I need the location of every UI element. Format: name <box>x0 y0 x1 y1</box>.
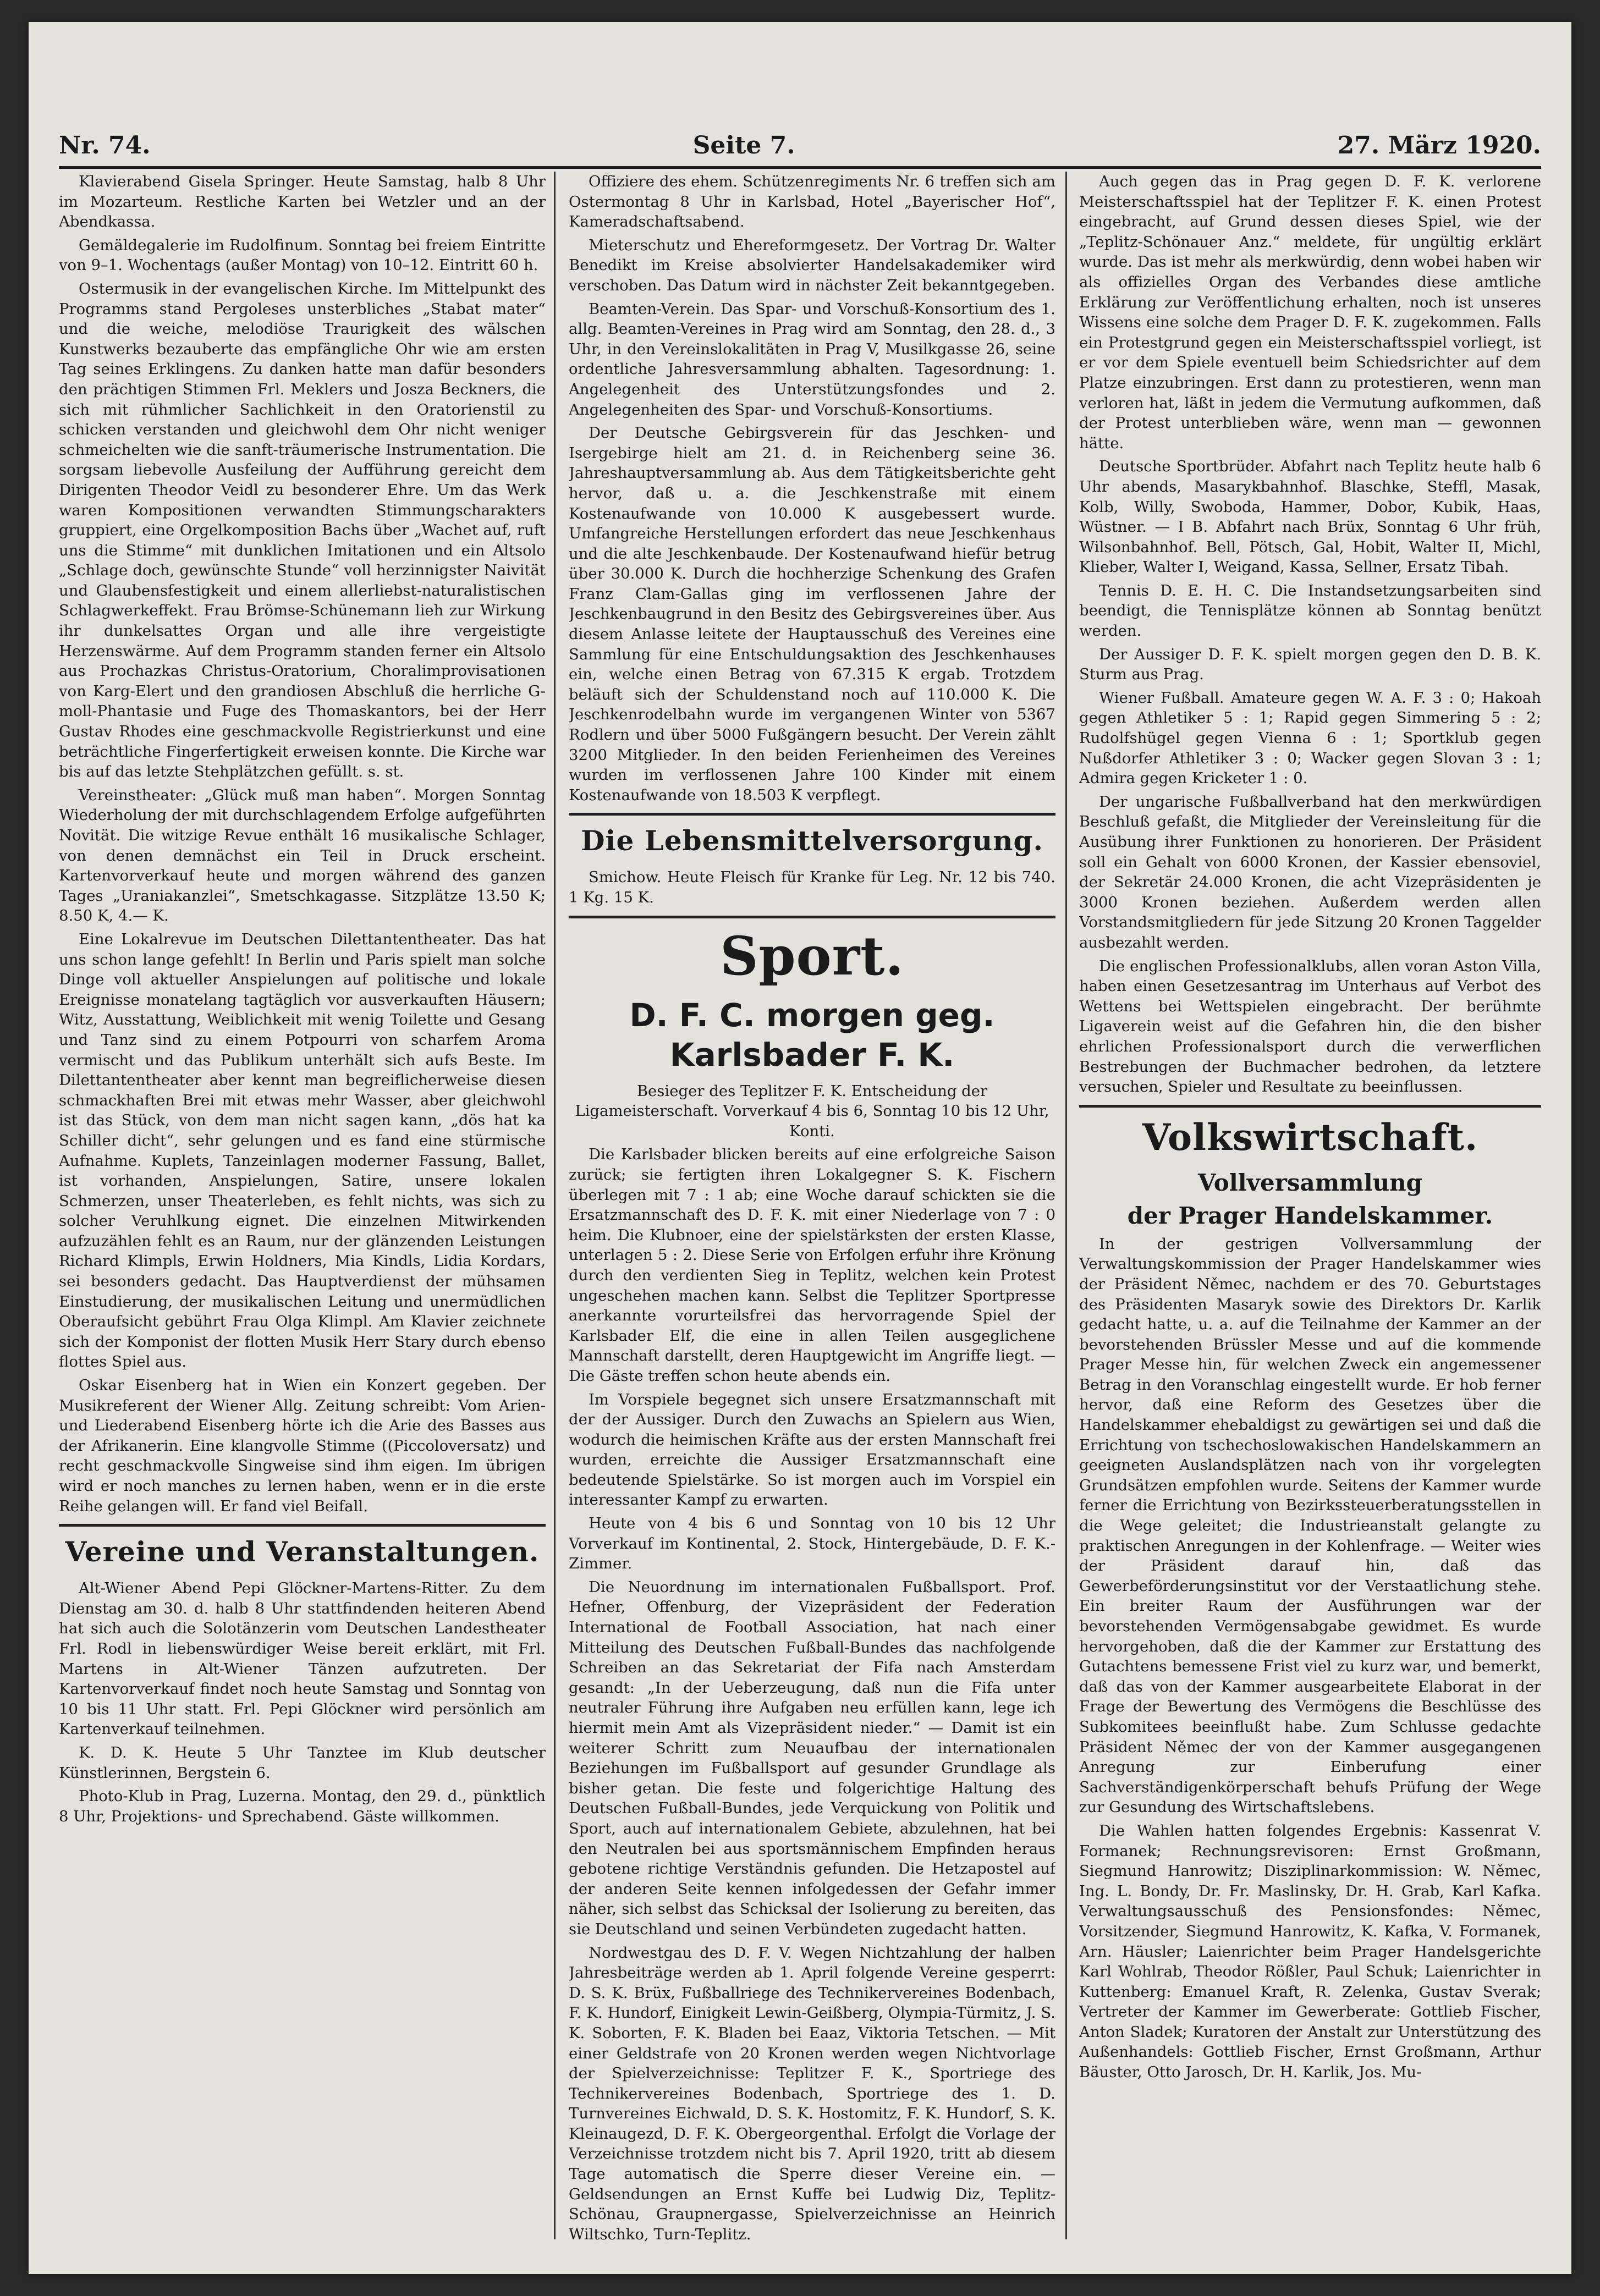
section-title-vereine: Vereine und Veranstaltungen. <box>65 1535 540 1568</box>
column-3 <box>1079 172 1541 2250</box>
article-subtitle: Vollversammlung <box>1197 1169 1423 1196</box>
article-paragraph: K. D. K. Heute 5 Uhr Tanztee im Klub deutscher Künstlerinnen, Bergstein 6. <box>59 1743 546 1782</box>
article-paragraph: In der gestrigen Vollversammlung der Verwaltungskommission der Prager Handelskammer wies der Präsident Němec, nachdem er des 70. Geburtstages des Präsidenten Masaryk sowie des Direktors Dr. Karlik gedacht hatte, u. a. auf die Teilnahme der Kammer an der bevorstehenden Brüssler Messe und auf die kommende Prager Messe hin, für welchen Zweck ein angemessener Betrag in den Voranschlag eingestellt wurde. Er hob ferner hervor, daß eine Reform des Gesetzes über die Handelskammer ehebaldigst zu gewärtigen sei und daß die Errichtung von tschechoslowakischen Handelskammern an geeigneten Auslandsplätzen nach von ihr vorgelegten Grundsätzen empfohlen wurde. Seitens der Kammer wurde ferner die Errichtung von Bezirkssteuerberatungsstellen in die Wege geleitet; die Industrieanstalt gelangte zu praktischen Anregungen in der Kohlenfrage. — Weiter wies der Präsident darauf hin, daß das Gewerbeförderungsinstitut vor der Verstaatlichung stehe. Ein breiter Raum der Ausführungen war der bevorstehenden Vermögensabgabe gewidmet. Es wurde hervorgehoben, daß die der Kammer zur Erstattung des Gutachtens bemessene Frist viel zu kurz war, und bemerkt, daß das von der Kammer ausgearbeitete Elaborat in der Frage der Bewertung des Vermögens die Beschlüsse des Subkomitees beeinflußt habe. Zum Schlusse gedachte Präsident Němec der von der Kammer ausgegangenen Anregung zur Einberufung einer Sachverständigenkörperschaft behufs Prüfung der Wege zur Gesundung des Wirtschaftslebens. <box>1079 1235 1541 1816</box>
article-paragraph: Deutsche Sportbrüder. Abfahrt nach Teplitz heute halb 6 Uhr abends, Masarykbahnhof. Blaschke, Steffl, Masak, Kolb, Willy, Swoboda, Hammer, Dobor, Kubik, Haas, Wüstner. — I B. Abfahrt nach Brüx, Sonntag 6 Uhr früh, Wilsonbahnhof. Bell, Pötsch, Gal, Hobit, Walter II, Michl, Klieber, Walter I, Weigand, Kassa, Sellner, Ersatz Tibah. <box>1079 458 1541 576</box>
section-title-lebensmittel: Die Lebensmittelversorgung. <box>581 824 1043 857</box>
article-paragraph: Im Vorspiele begegnet sich unsere Ersatzmannschaft mit der der Aussiger. Durch den Zuwachs an Spielern aus Wien, wodurch die heimischen Kräfte aus der ersten Mannschaft frei wurden, erreichte die Aussiger Ersatzmannschaft eine bedeutende Spielstärke. So ist morgen auch im Vorspiel ein interessanter Kampf zu erwarten. <box>569 1390 1055 1509</box>
page-header <box>59 104 1541 169</box>
sport-headline: D. F. C. morgen geg. Karlsbader F. K. <box>629 996 995 1073</box>
article-paragraph: Tennis D. E. H. C. Die Instandsetzungsarbeiten sind beendigt, die Tennisplätze können ab Sonntag benützt werden. <box>1079 581 1541 640</box>
column-2 <box>569 172 1055 2250</box>
article-paragraph: Der ungarische Fußballverband hat den merkwürdigen Beschluß gefaßt, die Mitglieder der Vereinsleitung für die Ausübung ihrer Funktionen zu honorieren. Der Präsident soll ein Gehalt von 6000 Kronen, der Kassier ebensoviel, der Sekretär 24.000 Kronen, die acht Vizepräsidenten je 3000 Kronen beziehen. Außerdem werden allen Vorstandsmitgliedern für jede Sitzung 20 Kronen Taggelder ausbezahlt werden. <box>1079 792 1541 951</box>
article-paragraph: Die Wahlen hatten folgendes Ergebnis: Kassenrat V. Formanek; Rechnungsrevisoren: Ernst Großmann, Siegmund Hanrowitz; Disziplinarkommission: W. Němec, Ing. L. Bondy, Dr. Fr. Maslinsky, Dr. H. Grab, Karl Kafka. Verwaltungsausschuß des Pensionsfondes: Němec, Vorsitzender, Siegmund Hanrowitz, K. Kafka, V. Formanek, Arn. Häusler; Laienrichter beim Prager Handelsgerichte Karl Wohlrab, Theodor Rößler, Paul Schuk; Laienrichter in Kuttenberg: Emanuel Kraft, R. Zelenka, Gustav Sverak; Vertreter der Kammer im Gewerberate: Gottlieb Fischer, Anton Sladek; Kuratoren der Anstalt zur Unterstützung des Außenhandels: Gottlieb Fischer, Ernst Großmann, Arthur Bäuster, Otto Jarosch, Dr. H. Karlik, Jos. Mu- <box>1079 1821 1541 2082</box>
article-paragraph: Auch gegen das in Prag gegen D. F. K. verlorene Meisterschaftsspiel hat der Teplitzer F. K. einen Protest eingebracht, auf Grund dessen dieses Spiel, wie der „Teplitz-Schönauer Anz.“ meldete, für ungültig erklärt wurde. Das ist mehr als merkwürdig, denn wobei haben wir als offizielles Organ des Verbandes diese amtliche Erklärung zur Veröffentlichung erhalten, noch ist unseres Wissens eine solche dem Prager D. F. K. zugekommen. Falls ein Protestgrund gegen ein Meisterschaftsspiel vorliegt, ist er vor dem Spiele eventuell beim Schiedsrichter auf dem Platze einzubringen. Erst dann zu protestieren, wenn man verloren hat, läßt in jedem die Vermutung aufkommen, daß der Protest unterblieben wäre, wenn man — gewonnen hätte. <box>1079 173 1541 452</box>
section-rule <box>569 813 1055 816</box>
section-rule <box>1079 1105 1541 1108</box>
article-paragraph: Der Aussiger D. F. K. spielt morgen gegen den D. B. K. Sturm aus Prag. <box>1079 645 1541 684</box>
article-paragraph: Die Karlsbader blicken bereits auf eine erfolgreiche Saison zurück; sie fertigten ihren Lokalgegner S. K. Fischern überlegen mit 7 : 1 ab; eine Woche darauf schickten sie die Ersatzmannschaft des D. F. K. mit einer Niederlage von 7 : 0 heim. Die Klubnoer, eine der spielstärksten der ersten Klasse, unterlagen 5 : 2. Diese Serie von Erfolgen erfuhr ihre Krönung durch den verdienten Sieg in Teplitz, welchen kein Protest ungeschehen machen kann. Selbst die Teplitzer Sportpresse anerkannte vorurteilsfrei das hervorragende Spiel der Karlsbader Elf, die eine in allen Teilen ausgeglichene Mannschaft darstellt, deren Hauptgewicht im Angriffe liegt. — Die Gäste treffen schon heute abends ein. <box>569 1146 1055 1385</box>
section-title-volkswirtschaft: Volkswirtschaft. <box>1142 1115 1478 1159</box>
column-rule-2 <box>1065 172 1067 2239</box>
column-rule-1 <box>554 172 556 2239</box>
article-paragraph: Nordwestgau des D. F. V. Wegen Nichtzahlung der halben Jahresbeiträge werden ab 1. April folgende Vereine gesperrt: D. S. K. Brüx, Fußballriege des Technikervereines Bodenbach, F. K. Hundorf, Einigkeit Lewin-Geißberg, Olympia-Türmitz, J. S. K. Soborten, F. K. Bladen bei Eaaz, Viktoria Tetschen. — Mit einer Geldstrafe von 20 Kronen werden wegen Nichtvorlage der Spielverzeichnisse: Teplitzer F. K., Sportriege des Technikervereines Bodenbach, Sportriege des 1. D. Turnvereines Eichwald, D. S. K. Hostomitz, F. K. Hundorf, S. K. Kleinaugezd, D. F. K. Obergeorgenthal. Erfolgt die Vorlage der Verzeichnisse trotzdem nicht bis 7. April 1920, tritt ab diesem Tage automatisch die Sperre dieser Vereine ein. — Geldsendungen an Ernst Kuffe bei Ludwig Diz, Teplitz-Schönau, Graupnergasse, Spielverzeichnisse an Heinrich Wiltschko, Turn-Teplitz. <box>569 1943 1055 2243</box>
article-paragraph: Ostermusik in der evangelischen Kirche. Im Mittelpunkt des Programms stand Pergoleses unsterbliches „Stabat mater“ und die weiche, melodiöse Traurigkeit des wälschen Kunstwerks bezauberte das empfängliche Ohr wie am ersten Tag seines Erklingens. Zu danken hatte man dafür besonders den prächtigen Stimmen Frl. Meklers und Josza Beckners, die sich mit rühmlicher Sachlichkeit in den Oratorienstil zu schicken verstanden und gleichwohl dem Ohr nicht weniger schmeichelten wie die sanft-träumerische Instrumentation. Die sorgsam liebevolle Ausfeilung der Aufführung gereicht dem Dirigenten Theodor Veidl zu besonderer Ehre. Um das Werk waren Kompositionen verwandten Stimmungscharakters gruppiert, eine Orgelkomposition Bachs über „Wachet auf, ruft uns die Stimme“ mit dunklichen Imitationen und ein Altsolo „Schlage doch, gewünschte Stunde“ voll herzinnigster Naivität und Glaubensfestigkeit und einem allerliebst-naturalistischen Schlagwerkeffekt. Frau Brömse-Schünemann lieh zur Wirkung ihr dunkelsattes Organ und alle ihre vergeistigte Herzenswärme. Auf dem Programm standen ferner ein Altsolo aus Prochazkas Christus-Oratorium, Choralimprovisationen von Karg-Elert und den grandiosen Abschluß die herrliche G-moll-Phantasie und Fuge des Thomaskantors, bei der Herr Gustav Rhodes eine geschmackvolle Registrierkunst und eine beträchtliche Fingerfertigkeit erweisen konnte. Die Kirche war bis auf das letzte Stehplätzchen gefüllt. s. st. <box>59 279 546 781</box>
article-paragraph: Die Neuordnung im internationalen Fußballsport. Prof. Hefner, Offenburg, der Vizepräsident der Federation International de Football Association, hat nach einer Mitteilung des Deutschen Fußball-Bundes das nachfolgende Schreiben an das Sekretariat der Fifa nach Amsterdam gesandt: „In der Ueberzeugung, daß nun die Fifa unter neutraler Führung ihre Aufgaben neu erfüllen kann, lege ich hiermit mein Amt als Vizepräsident nieder.“ — Damit ist ein weiterer Schritt zum Neuaufbau der internationalen Beziehungen im Fußballsport auf gesunder Grundlage als bisher getan. Die feste und folgerichtige Haltung des Deutschen Fußball-Bundes, jede Verquickung von Politik und Sport, auch auf internationalem Gebiete, abzulehnen, hat bei den Neutralen bei aus sportsmännischem Empfinden heraus gebotene richtige Verständnis gefunden. Die Hetzapostel auf der anderen Seite kennen infolgedessen der Gefahr immer näher, sich selbst das Schicksal der Isolierung zu bereiten, das sie Deutschland und seinen Verbündeten zugedacht hatten. <box>569 1578 1055 1938</box>
sport-subhead: Besieger des Teplitzer F. K. Entscheidung der Ligameisterschaft. Vorverkauf 4 bis 6, Sonntag 10 bis 12 Uhr, Konti. <box>575 1082 1049 1140</box>
article-paragraph: Klavierabend Gisela Springer. Heute Samstag, halb 8 Uhr im Mozarteum. Restliche Karten bei Wetzler und an der Abendkassa. <box>59 173 546 231</box>
article-paragraph: Photo-Klub in Prag, Luzerna. Montag, den 29. d., pünktlich 8 Uhr, Projektions- und Sprechabend. Gäste willkommen. <box>59 1787 546 1825</box>
article-paragraph: Oskar Eisenberg hat in Wien ein Konzert gegeben. Der Musikreferent der Wiener Allg. Zeitung schreibt: Vom Arien- und Liederabend Eisenberg hörte ich die Arie des Basses aus der Afrikanerin. Eine klangvolle Stimme ((Piccoloversatz) und recht geschmackvolle Singweise sind ihm eigen. Im übrigen wird er noch manches zu lernen haben, wenn er in die erste Reihe gelangen will. Er fand viel Beifall. <box>59 1377 546 1515</box>
article-paragraph: Eine Lokalrevue im Deutschen Dilettantentheater. Das hat uns schon lange gefehlt! In Berlin und Paris spielt man solche Dinge voll aktueller Anspielungen auf politische und lokale Ereignisse monatelang tagtäglich vor ausverkauften Häusern; Witz, Ausstattung, Weiblichkeit mit wenig Toilette und Gesang und Tanz sind zu einem Potpourri von scharfem Aroma vermischt und das Publikum unterhält sich aufs Beste. Im Dilettantentheater aber kennt man begreiflicherweise diesen schmackhaften Brei mit etwas mehr Wasser, aber gleichwohl ist das Stück, von dem man nicht sagen kann, „dös hat ka Schiller dicht“, sehr gelungen und es fand eine stürmische Aufnahme. Kuplets, Tanzeinlagen moderner Fassung, Ballet, ist vorhanden, Anspielungen, Satire, unsere lokalen Schmerzen, unser Theaterleben, es fehlt nichts, was sich zu solcher Veruhlkung eignet. Die einzelnen Mitwirkenden aufzuzählen fehlt es an Raum, nur der glänzenden Leistungen Richard Klimpls, Erwin Holdners, Mia Kindls, Lidia Kordars, sei besonders gedacht. Das Hauptverdienst der mühsamen Einstudierung, der musikalischen Leitung und unermüdlichen Oberaufsicht gebührt Frau Olga Klimpl. Am Klavier zeichnete sich der Komponist der flotten Musik Herr Stary durch ebenso flottes Spiel aus. <box>59 930 546 1371</box>
article-paragraph: Wiener Fußball. Amateure gegen W. A. F. 3 : 0; Hakoah gegen Athletiker 5 : 1; Rapid gegen Simmering 5 : 2; Rudolfshügel gegen Vienna 6 : 1; Sportklub gegen Nußdorfer Athletiker 3 : 0; Wacker gegen Slovan 3 : 1; Admira gegen Kricketer 1 : 0. <box>1079 689 1541 788</box>
article-subtitle: der Prager Handelskammer. <box>1127 1202 1493 1229</box>
article-paragraph: Vereinstheater: „Glück muß man haben“. Morgen Sonntag Wiederholung der mit durchschlagendem Erfolge aufgeführten Novität. Die witzige Revue enthält 16 musikalische Schlager, von denen demnächst ein Teil in Druck erscheint. Kartenvorverkauf heute und morgen während des ganzen Tages „Uraniakanzlei“, Smetschkagasse. Sitzplätze 13.50 K; 8.50 K, 4.— K. <box>59 786 546 925</box>
article-paragraph: Heute von 4 bis 6 und Sonntag von 10 bis 12 Uhr Vorverkauf im Kontinental, 2. Stock, Hintergebäude, D. F. K.-Zimmer. <box>569 1515 1055 1573</box>
issue-date: 27. März 1920. <box>1337 131 1541 159</box>
article-paragraph: Mieterschutz und Ehereformgesetz. Der Vortrag Dr. Walter Benedikt im Kreise absolvierter Handelsakademiker wird verschoben. Das Datum wird in nächster Zeit bekanntgegeben. <box>569 236 1055 294</box>
article-paragraph: Offiziere des ehem. Schützenregiments Nr. 6 treffen sich am Ostermontag 8 Uhr in Karlsbad, Hotel „Bayerischer Hof“, Kameradschaftsabend. <box>569 173 1055 231</box>
article-paragraph: Der Deutsche Gebirgsverein für das Jeschken- und Isergebirge hielt am 21. d. in Reichenberg seine 36. Jahreshauptversammlung ab. Aus dem Tätigkeitsberichte geht hervor, daß u. a. die Jeschkenstraße mit einem Kostenaufwande von 10.000 K ausgebessert wurde. Umfangreiche Herstellungen erfordert das neue Jeschkenhaus und die alte Jeschkenbaude. Der Kostenaufwand hiefür betrug über 30.000 K. Durch die hochherzige Schenkung des Grafen Franz Clam-Gallas ging im verflossenen Jahre der Jeschkenbaugrund in den Besitz des Gebirgsvereines über. Aus diesem Anlasse leitete der Hauptausschuß des Vereines eine Sammlung für eine Entschuldungsaktion des Jeschkenhauses ein, welche einen Betrag von 67.315 K ergab. Trotzdem beläuft sich der Schuldenstand noch auf 110.000 K. Die Jeschkenrodelbahn wurde im vergangenen Winter von 5367 Rodlern und über 5000 Fußgängern besucht. Der Verein zählt 3200 Mitglieder. In den beiden Ferienheimen des Vereines wurden im verflossenen Jahre 100 Kinder mit einem Kostenaufwande von 18.503 K verpflegt. <box>569 424 1055 804</box>
article-paragraph: Beamten-Verein. Das Spar- und Vorschuß-Konsortium des 1. allg. Beamten-Vereines in Prag wird am Sonntag, den 28. d., 3 Uhr, in den Vereinslokalitäten in Prag V, Musilkgasse 26, seine ordentliche Jahresversammlung abhalten. Tagesordnung: 1. Angelegenheit des Unterstützungsfondes und 2. Angelegenheiten des Spar- und Vorschuß-Konsortiums. <box>569 300 1055 419</box>
issue-number: Nr. 74. <box>59 131 151 159</box>
article-paragraph: Gemäldegalerie im Rudolfinum. Sonntag bei freiem Eintritte von 9–1. Wochentags (außer Montag) von 10–12. Eintritt 60 h. <box>59 236 546 274</box>
section-rule <box>569 916 1055 918</box>
page-number: Seite 7. <box>692 131 795 159</box>
section-title-sport: Sport. <box>720 924 904 987</box>
article-paragraph: Alt-Wiener Abend Pepi Glöckner-Martens-Ritter. Zu dem Dienstag am 30. d. halb 8 Uhr stattfindenden heiteren Abend hat sich auch die Solotänzerin vom Deutschen Landestheater Frl. Rodl in liebenswürdiger Weise bereit erklärt, mit Frl. Martens in Alt-Wiener Tänzen aufzutreten. Der Kartenvorverkauf findet noch heute Samstag und Sonntag von 10 bis 11 Uhr statt. Frl. Pepi Glöckner wird persönlich am Kartenverkauf teilnehmen. <box>59 1579 546 1738</box>
article-paragraph: Smichow. Heute Fleisch für Kranke für Leg. Nr. 12 bis 740. 1 Kg. 15 K. <box>569 868 1055 906</box>
newspaper-page <box>29 22 1571 2274</box>
column-1 <box>59 172 546 2250</box>
section-rule <box>59 1524 546 1527</box>
article-paragraph: Die englischen Professionalklubs, allen voran Aston Villa, haben einen Gesetzesantrag im Unterhaus auf Verbot des Wettens bei Wettspielen eingebracht. Der berühmte Ligaverein weist auf die Gefahren hin, die den bisher ehrlichen Professionalsport durch die verwerflichen Bestrebungen der Buchmacher bedrohen, da letztere versuchen, Spieler und Resultate zu beeinflussen. <box>1079 957 1541 1096</box>
